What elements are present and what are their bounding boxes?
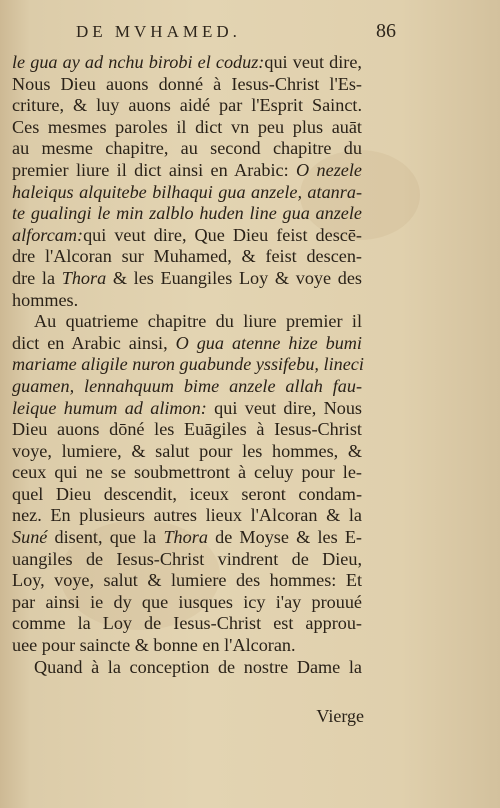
text-line bbox=[12, 182, 362, 204]
page-number: 86 bbox=[376, 20, 396, 42]
text-segment: uee pour saincte & bonne en l'Alcoran. bbox=[12, 635, 296, 656]
text-line bbox=[12, 246, 362, 268]
running-head: DE MVHAMED. bbox=[76, 22, 241, 41]
italic-arabic-text: mariame aligile nuron guabunde yssifebu, lineci bbox=[12, 354, 364, 375]
text-line bbox=[12, 160, 362, 182]
text-segment: ceux qui ne se soubmettront à celuy pour le- bbox=[12, 462, 362, 483]
text-segment: Loy, voye, salut & lumiere des hommes: Et bbox=[12, 570, 362, 591]
text-segment: Au quatrieme chapitre du liure premier il bbox=[34, 311, 362, 332]
text-line bbox=[12, 484, 362, 506]
text-line bbox=[12, 138, 362, 160]
text-line bbox=[12, 527, 362, 549]
text-segment: quel Dieu descendit, iceux seront condam- bbox=[12, 483, 362, 504]
italic-arabic-text: le gua ay ad nchu birobi el coduz: bbox=[12, 52, 265, 72]
italic-arabic-text: guamen, lennahquum bime anzele allah fau- bbox=[12, 375, 362, 396]
text-segment: voye, lumiere, & salut pour les hommes, & bbox=[12, 440, 362, 461]
text-line bbox=[12, 95, 362, 117]
text-line bbox=[12, 52, 362, 74]
italic-arabic-text: leique humum ad alimon: bbox=[12, 397, 207, 418]
text-segment: nez. En plusieurs autres lieux l'Alcoran & la bbox=[12, 505, 362, 526]
italic-arabic-text: te gualingi le min zalblo huden line gua anzele bbox=[12, 203, 362, 224]
italic-arabic-text: O nezele bbox=[296, 159, 362, 180]
text-line bbox=[12, 354, 362, 376]
text-segment: comme la Loy de Iesus-Christ est approu- bbox=[12, 613, 362, 634]
text-segment: disent, que la bbox=[47, 527, 164, 548]
text-line bbox=[12, 613, 362, 635]
text-line bbox=[12, 398, 362, 420]
text-segment: dict en Arabic ainsi, bbox=[12, 332, 176, 353]
italic-arabic-text: Thora bbox=[163, 527, 208, 548]
catchword: Vierge bbox=[316, 706, 364, 726]
text-segment: qui veut dire, Que Dieu feist descē- bbox=[83, 224, 362, 245]
text-line bbox=[12, 225, 362, 247]
text-line bbox=[12, 268, 362, 290]
text-line bbox=[12, 657, 362, 679]
text-line bbox=[12, 635, 362, 657]
text-segment: Dieu auons dōné les Euāgiles à Iesus-Christ bbox=[12, 419, 362, 440]
text-segment: Nous Dieu auons donné à Iesus-Christ l'Es- bbox=[12, 73, 362, 94]
text-line bbox=[12, 376, 362, 398]
text-segment: de Moyse & les E- bbox=[207, 527, 362, 548]
text-line bbox=[12, 592, 362, 614]
text-line bbox=[12, 505, 362, 527]
text-line bbox=[12, 74, 362, 96]
text-segment: Quand à la conception de nostre Dame la bbox=[34, 656, 362, 677]
text-line bbox=[12, 441, 362, 463]
body-text bbox=[12, 52, 362, 678]
text-segment: au mesme chapitre, au second chapitre du bbox=[12, 138, 362, 159]
text-segment: hommes. bbox=[12, 289, 79, 310]
text-line bbox=[12, 462, 362, 484]
italic-arabic-text: Suné bbox=[12, 527, 48, 548]
text-line bbox=[12, 333, 362, 355]
text-line bbox=[12, 117, 362, 139]
italic-arabic-text: alforcam: bbox=[12, 224, 84, 245]
text-line bbox=[12, 570, 362, 592]
text-segment: criture, & luy auons aidé par l'Esprit Sainct. bbox=[12, 95, 362, 116]
page-header bbox=[76, 20, 396, 46]
text-line bbox=[12, 419, 362, 441]
text-segment: uangiles de Iesus-Christ vindrent de Dieu, bbox=[12, 548, 362, 569]
text-segment: & les Euangiles Loy & voye des bbox=[106, 267, 362, 288]
text-segment: premier liure il dict ainsi en Arabic: bbox=[12, 159, 297, 180]
text-line bbox=[12, 549, 362, 571]
italic-arabic-text: O gua atenne hize bumi bbox=[175, 332, 362, 353]
text-line bbox=[12, 311, 362, 333]
italic-arabic-text: haleiqus alquitebe bilhaqui gua anzele, atanra- bbox=[12, 181, 362, 202]
text-segment: dre l'Alcoran sur Muhamed, & feist descen- bbox=[12, 246, 362, 267]
text-line bbox=[12, 290, 362, 312]
text-segment: qui veut dire, Nous bbox=[206, 397, 362, 418]
text-segment: dre la bbox=[12, 267, 62, 288]
italic-arabic-text: Thora bbox=[61, 267, 107, 288]
text-segment: par ainsi ie dy que iusques icy i'ay prouué bbox=[12, 591, 362, 612]
text-segment: qui veut dire, bbox=[264, 52, 362, 72]
text-line bbox=[12, 203, 362, 225]
text-segment: Ces mesmes paroles il dict vn peu plus auāt bbox=[12, 116, 362, 137]
